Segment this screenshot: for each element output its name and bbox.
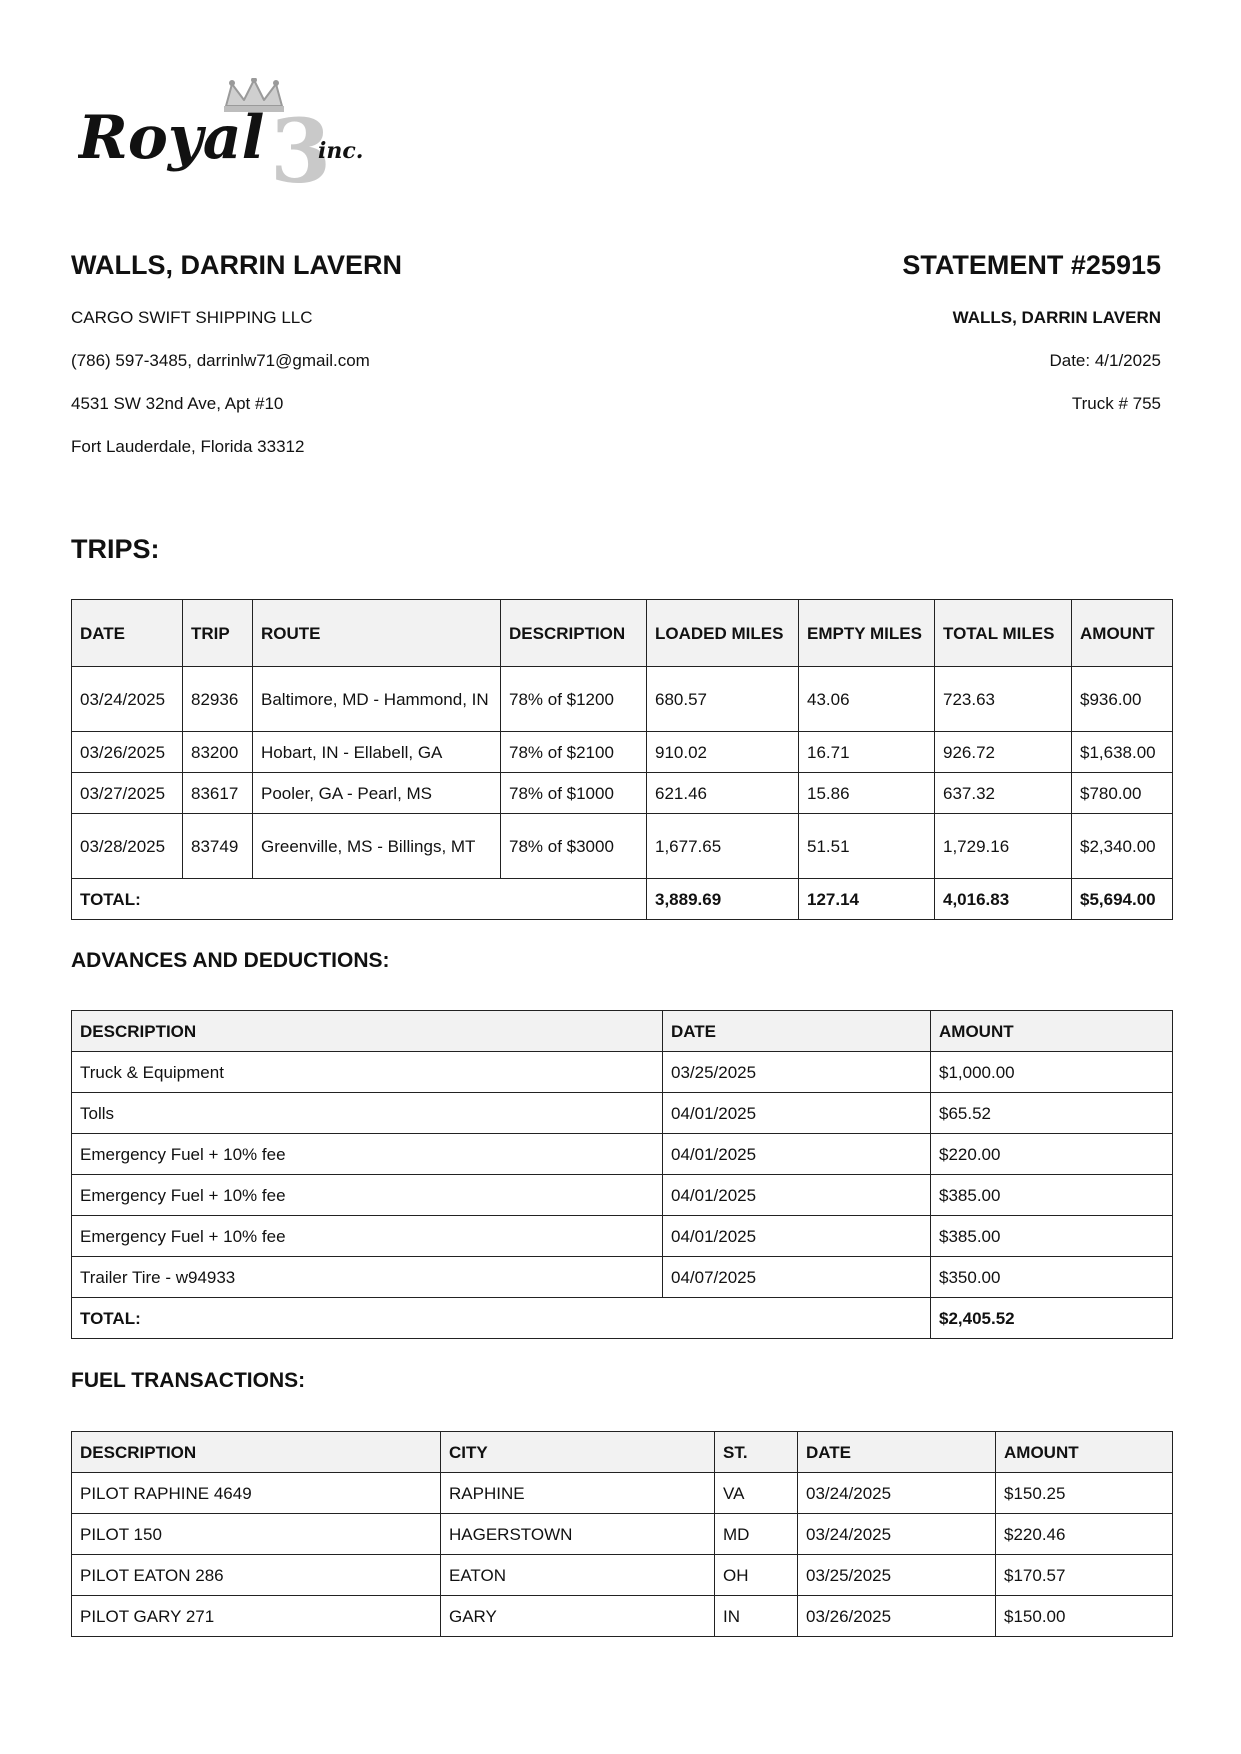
- total-amount: $2,405.52: [931, 1298, 1173, 1339]
- table-cell: $350.00: [931, 1257, 1173, 1298]
- table-cell: Emergency Fuel + 10% fee: [72, 1175, 663, 1216]
- table-cell: GARY: [441, 1596, 715, 1637]
- total-loaded-miles: 3,889.69: [647, 879, 799, 920]
- column-header: TRIP: [183, 600, 253, 667]
- table-row: [72, 773, 1173, 814]
- table-cell: $780.00: [1072, 773, 1173, 814]
- table-cell: $385.00: [931, 1175, 1173, 1216]
- truck-number: Truck # 755: [1071, 394, 1161, 413]
- statement-date: Date: 4/1/2025: [1049, 351, 1161, 370]
- column-header: AMOUNT: [996, 1432, 1173, 1473]
- table-cell: HAGERSTOWN: [441, 1514, 715, 1555]
- table-cell: 83617: [183, 773, 253, 814]
- table-header-row: [72, 1432, 1173, 1473]
- column-header: DATE: [798, 1432, 996, 1473]
- table-cell: 83749: [183, 814, 253, 879]
- table-cell: Greenville, MS - Billings, MT: [253, 814, 501, 879]
- table-cell: PILOT GARY 271: [72, 1596, 441, 1637]
- table-cell: 621.46: [647, 773, 799, 814]
- table-header-row: [72, 600, 1173, 667]
- table-cell: 51.51: [799, 814, 935, 879]
- table-cell: 1,677.65: [647, 814, 799, 879]
- table-cell: $2,340.00: [1072, 814, 1173, 879]
- table-cell: 03/27/2025: [72, 773, 183, 814]
- table-row: [72, 1514, 1173, 1555]
- total-amount: $5,694.00: [1072, 879, 1173, 920]
- table-cell: 82936: [183, 667, 253, 732]
- table-cell: Emergency Fuel + 10% fee: [72, 1216, 663, 1257]
- table-cell: 43.06: [799, 667, 935, 732]
- table-cell: 03/26/2025: [798, 1596, 996, 1637]
- table-cell: RAPHINE: [441, 1473, 715, 1514]
- table-cell: $936.00: [1072, 667, 1173, 732]
- table-cell: 04/07/2025: [663, 1257, 931, 1298]
- column-header: EMPTY MILES: [799, 600, 935, 667]
- table-cell: $170.57: [996, 1555, 1173, 1596]
- total-label: TOTAL:: [72, 879, 647, 920]
- table-cell: 637.32: [935, 773, 1072, 814]
- column-header: DESCRIPTION: [72, 1011, 663, 1052]
- table-cell: Pooler, GA - Pearl, MS: [253, 773, 501, 814]
- table-cell: $1,638.00: [1072, 732, 1173, 773]
- table-cell: IN: [715, 1596, 798, 1637]
- table-cell: Emergency Fuel + 10% fee: [72, 1134, 663, 1175]
- table-cell: 04/01/2025: [663, 1134, 931, 1175]
- table-cell: 04/01/2025: [663, 1216, 931, 1257]
- table-cell: 16.71: [799, 732, 935, 773]
- table-cell: Baltimore, MD - Hammond, IN: [253, 667, 501, 732]
- table-row: [72, 1555, 1173, 1596]
- column-header: DATE: [72, 600, 183, 667]
- column-header: LOADED MILES: [647, 600, 799, 667]
- logo-wordmark: Royal: [78, 103, 265, 173]
- table-cell: PILOT 150: [72, 1514, 441, 1555]
- table-cell: 03/28/2025: [72, 814, 183, 879]
- total-label: TOTAL:: [72, 1298, 931, 1339]
- table-cell: $220.46: [996, 1514, 1173, 1555]
- table-cell: 03/24/2025: [72, 667, 183, 732]
- column-header: CITY: [441, 1432, 715, 1473]
- driver-info: [71, 248, 631, 457]
- table-row: [72, 667, 1173, 732]
- table-cell: $150.00: [996, 1596, 1173, 1637]
- fuel-table: [71, 1431, 1173, 1637]
- table-cell: 910.02: [647, 732, 799, 773]
- table-cell: $65.52: [931, 1093, 1173, 1134]
- table-cell: Trailer Tire - w94933: [72, 1257, 663, 1298]
- table-row: [72, 732, 1173, 773]
- column-header: AMOUNT: [931, 1011, 1173, 1052]
- table-row: [72, 1257, 1173, 1298]
- company-logo: [78, 78, 388, 198]
- table-cell: EATON: [441, 1555, 715, 1596]
- logo-suffix: inc.: [318, 138, 364, 164]
- table-cell: 78% of $1000: [501, 773, 647, 814]
- table-cell: 04/01/2025: [663, 1093, 931, 1134]
- table-cell: 15.86: [799, 773, 935, 814]
- driver-name: WALLS, DARRIN LAVERN: [71, 250, 402, 280]
- total-empty-miles: 127.14: [799, 879, 935, 920]
- column-header: ROUTE: [253, 600, 501, 667]
- table-row: [72, 814, 1173, 879]
- table-cell: Hobart, IN - Ellabell, GA: [253, 732, 501, 773]
- table-cell: 926.72: [935, 732, 1072, 773]
- table-cell: 83200: [183, 732, 253, 773]
- table-cell: MD: [715, 1514, 798, 1555]
- column-header: AMOUNT: [1072, 600, 1173, 667]
- table-cell: 78% of $2100: [501, 732, 647, 773]
- table-row: [72, 1093, 1173, 1134]
- table-row: [72, 1052, 1173, 1093]
- table-row: [72, 1596, 1173, 1637]
- table-cell: PILOT RAPHINE 4649: [72, 1473, 441, 1514]
- total-row: [72, 1298, 1173, 1339]
- column-header: ST.: [715, 1432, 798, 1473]
- table-row: [72, 1134, 1173, 1175]
- column-header: TOTAL MILES: [935, 600, 1072, 667]
- table-cell: 723.63: [935, 667, 1072, 732]
- table-cell: 03/25/2025: [663, 1052, 931, 1093]
- table-cell: Tolls: [72, 1093, 663, 1134]
- column-header: DESCRIPTION: [72, 1432, 441, 1473]
- table-cell: 03/24/2025: [798, 1514, 996, 1555]
- table-cell: $385.00: [931, 1216, 1173, 1257]
- advances-table: [71, 1010, 1173, 1339]
- logo-numeral: 3: [270, 99, 332, 198]
- table-cell: $150.25: [996, 1473, 1173, 1514]
- fuel-title: FUEL TRANSACTIONS:: [71, 1369, 306, 1392]
- statement-name: WALLS, DARRIN LAVERN: [952, 308, 1161, 327]
- table-cell: $220.00: [931, 1134, 1173, 1175]
- table-cell: 03/26/2025: [72, 732, 183, 773]
- contact-info: (786) 597-3485, darrinlw71@gmail.com: [71, 351, 370, 370]
- table-row: [72, 1175, 1173, 1216]
- total-miles: 4,016.83: [935, 879, 1072, 920]
- address-line-2: Fort Lauderdale, Florida 33312: [71, 437, 305, 456]
- table-cell: PILOT EATON 286: [72, 1555, 441, 1596]
- table-row: [72, 1216, 1173, 1257]
- table-cell: 03/24/2025: [798, 1473, 996, 1514]
- table-cell: 1,729.16: [935, 814, 1072, 879]
- advances-title: ADVANCES AND DEDUCTIONS:: [71, 949, 390, 972]
- table-cell: $1,000.00: [931, 1052, 1173, 1093]
- table-cell: 78% of $3000: [501, 814, 647, 879]
- total-row: [72, 879, 1173, 920]
- column-header: DESCRIPTION: [501, 600, 647, 667]
- table-cell: 04/01/2025: [663, 1175, 931, 1216]
- table-cell: OH: [715, 1555, 798, 1596]
- statement-info: [601, 248, 1161, 414]
- table-row: [72, 1473, 1173, 1514]
- table-cell: VA: [715, 1473, 798, 1514]
- table-cell: 78% of $1200: [501, 667, 647, 732]
- column-header: DATE: [663, 1011, 931, 1052]
- table-cell: 680.57: [647, 667, 799, 732]
- table-cell: Truck & Equipment: [72, 1052, 663, 1093]
- company-name: CARGO SWIFT SHIPPING LLC: [71, 308, 313, 327]
- table-header-row: [72, 1011, 1173, 1052]
- statement-title: STATEMENT #25915: [902, 250, 1161, 280]
- address-line-1: 4531 SW 32nd Ave, Apt #10: [71, 394, 284, 413]
- trips-table: [71, 599, 1173, 920]
- table-cell: 03/25/2025: [798, 1555, 996, 1596]
- trips-title: TRIPS:: [71, 534, 160, 564]
